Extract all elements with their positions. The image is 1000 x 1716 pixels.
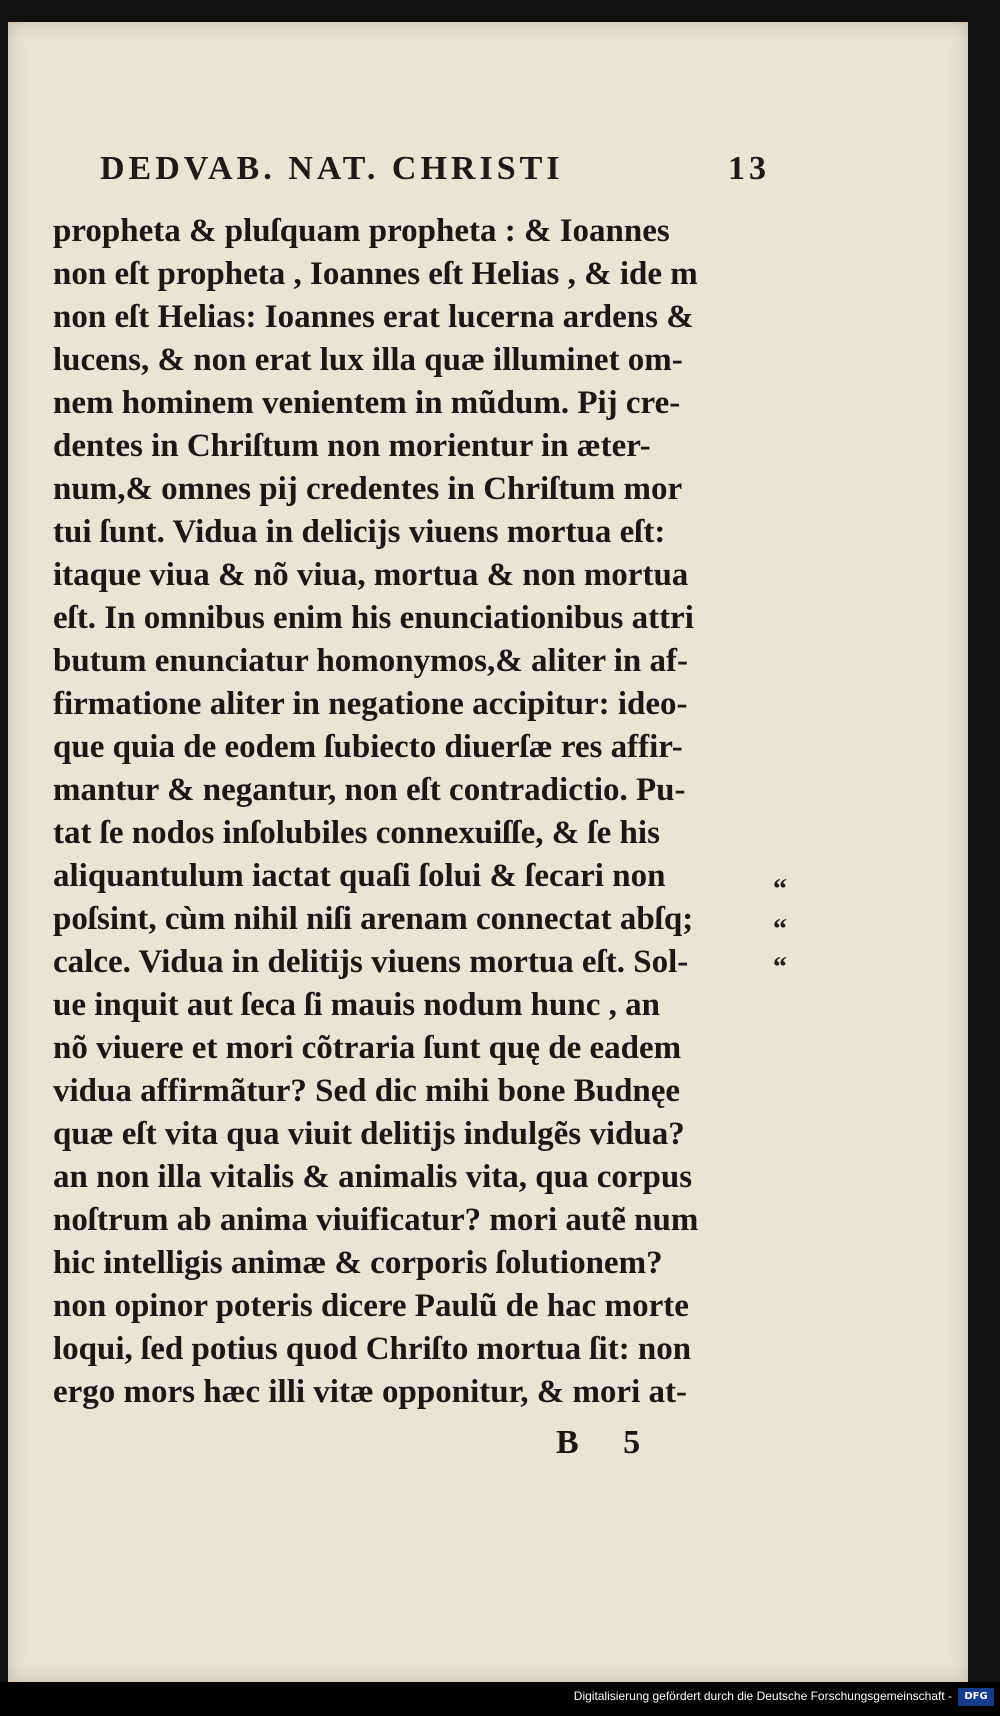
text-line: butum enunciatur homonymos,& aliter in af- [53, 643, 688, 679]
text-line: eſt. In omnibus enim his enunciationibus attri [53, 600, 694, 636]
text-line: que quia de eodem ſubiecto diuerſæ res affir- [53, 729, 683, 765]
text-line: ergo mors hæc illi vitæ opponitur, & mori at- [53, 1374, 687, 1410]
marginal-quote-mark: “ [773, 952, 785, 983]
text-line: loqui, ſed potius quod Chriſto mortua ſit: non [53, 1331, 692, 1367]
text-line: mantur & negantur, non eſt contradictio. Pu- [53, 772, 686, 808]
running-head-title: DEDVAB. NAT. CHRISTI [100, 150, 564, 187]
text-line: calce. Vidua in delitijs viuens mortua eſt. Sol- [53, 944, 689, 980]
text-line: num,& omnes pij credentes in Chriſtum mor [53, 471, 683, 507]
text-line: non eſt Helias: Ioannes erat lucerna ardens & [53, 299, 694, 335]
text-line: poſsint, cùm nihil niſi arenam connectat abſq; [53, 901, 694, 937]
text-line: vidua affirmãtur? Sed dic mihi bone Budnęe [53, 1073, 681, 1109]
text-line: aliquantulum iactat quaſi ſolui & ſecari non [53, 858, 666, 894]
page-number: 13 [728, 150, 770, 187]
text-line: dentes in Chriſtum non morientur in æter- [53, 428, 651, 464]
text-line: hic intelligis animæ & corporis ſolutionem? [53, 1245, 663, 1281]
running-header [100, 150, 770, 194]
funding-credit: Digitalisierung gefördert durch die Deutsche Forschungsgemeinschaft - [573, 1689, 952, 1703]
body-text [53, 210, 773, 1414]
text-line: itaque viua & nõ viua, mortua & non mortua [53, 557, 689, 593]
text-line: non eſt propheta , Ioannes eſt Helias , & ide m [53, 256, 698, 292]
signature-mark: B 5 [556, 1424, 659, 1461]
text-line: quæ eſt vita qua viuit delitijs indulgẽs vidua? [53, 1116, 685, 1152]
text-line: lucens, & non erat lux illa quæ illuminet om- [53, 342, 683, 378]
text-line: tui ſunt. Vidua in delicijs viuens mortua eſt: [53, 514, 666, 550]
dfg-logo: DFG [958, 1688, 994, 1706]
text-line: firmatione aliter in negatione accipitur: ideo- [53, 686, 688, 722]
marginal-quote-mark: “ [773, 874, 785, 905]
digitization-footer [0, 1682, 1000, 1716]
text-line: non opinor poteris dicere Paulũ de hac morte [53, 1288, 689, 1324]
book-page [8, 22, 968, 1682]
text-line: an non illa vitalis & animalis vita, qua corpus [53, 1159, 693, 1195]
text-line: nõ viuere et mori cõtraria ſunt quę de eadem [53, 1030, 682, 1066]
text-line: ue inquit aut ſeca ſi mauis nodum hunc , an [53, 987, 660, 1023]
text-line: noſtrum ab anima viuificatur? mori autẽ num [53, 1202, 699, 1238]
text-line: propheta & pluſquam propheta : & Ioannes [53, 213, 670, 249]
text-line: tat ſe nodos inſolubiles connexuiſſe, & ſe his [53, 815, 660, 851]
marginal-quote-mark: “ [773, 914, 785, 945]
text-line: nem hominem venientem in mũdum. Pij cre- [53, 385, 681, 421]
